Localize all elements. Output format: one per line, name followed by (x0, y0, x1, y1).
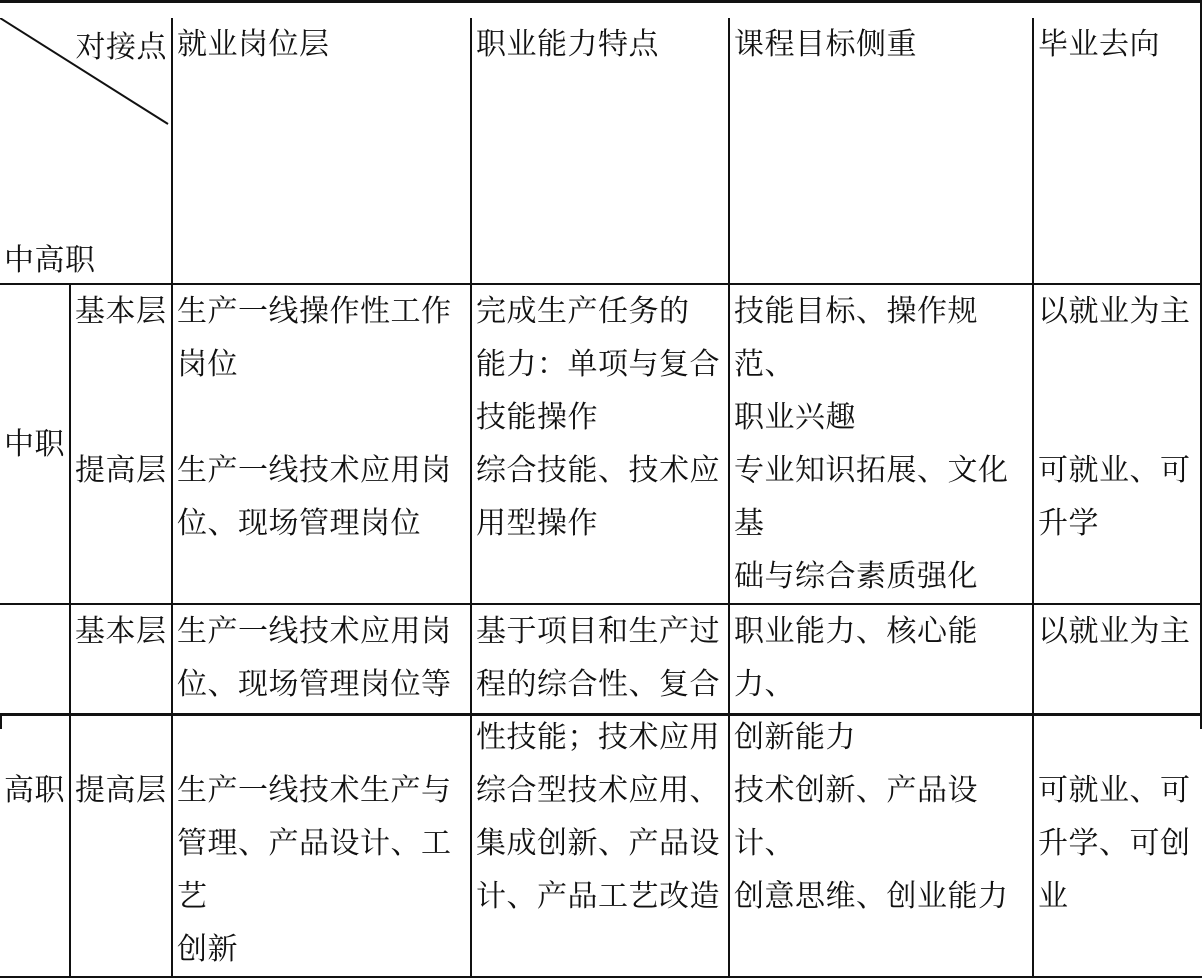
destination-cell: 可就业、可 升学、可创业 (1033, 764, 1202, 977)
position-cell: 生产一线操作性工作 岗位 (172, 284, 471, 444)
table-bottom-rule (0, 713, 1202, 716)
position-cell: 生产一线技术应用岗 位、现场管理岗位等 (172, 604, 471, 764)
corner-bottom-label: 中高职 (4, 243, 96, 278)
table-top-rule (0, 0, 1202, 3)
group-label-higher: 高职 (0, 604, 70, 977)
destination-cell: 可就业、可 升学 (1033, 444, 1202, 604)
position-cell: 生产一线技术生产与 管理、产品设计、工艺 创新 (172, 764, 471, 977)
table-row (0, 284, 1202, 444)
table-row (0, 604, 1202, 764)
goal-cell: 专业知识拓展、文化基 础与综合素质强化 (729, 444, 1033, 604)
ability-cell: 综合型技术应用、 集成创新、产品设 计、产品工艺改造 (471, 764, 729, 977)
ability-cell: 完成生产任务的 能力：单项与复合 技能操作 (471, 284, 729, 444)
level-cell: 提高层 (70, 444, 172, 604)
table-row (0, 764, 1202, 977)
header-ability: 职业能力特点 (471, 18, 729, 284)
level-cell: 基本层 (70, 604, 172, 764)
goal-cell: 技术创新、产品设计、 创意思维、创业能力 (729, 764, 1033, 977)
corner-top-label: 对接点 (75, 30, 167, 65)
ability-cell: 综合技能、技术应 用型操作 (471, 444, 729, 604)
ability-cell: 基于项目和生产过 程的综合性、复合 性技能；技术应用 (471, 604, 729, 764)
header-row (0, 18, 1202, 284)
group-label-secondary: 中职 (0, 284, 70, 604)
level-cell: 提高层 (70, 764, 172, 977)
header-position: 就业岗位层 (172, 18, 471, 284)
table-row (0, 444, 1202, 604)
destination-cell: 以就业为主 (1033, 284, 1202, 444)
comparison-table (0, 18, 1202, 978)
goal-cell: 技能目标、操作规范、 职业兴趣 (729, 284, 1033, 444)
page-left-border (0, 713, 2, 729)
corner-header-cell (0, 18, 172, 284)
destination-cell: 以就业为主 (1033, 604, 1202, 764)
goal-cell: 职业能力、核心能力、 创新能力 (729, 604, 1033, 764)
header-destination: 毕业去向 (1033, 18, 1202, 284)
level-cell: 基本层 (70, 284, 172, 444)
position-cell: 生产一线技术应用岗 位、现场管理岗位 (172, 444, 471, 604)
header-goal: 课程目标侧重 (729, 18, 1033, 284)
